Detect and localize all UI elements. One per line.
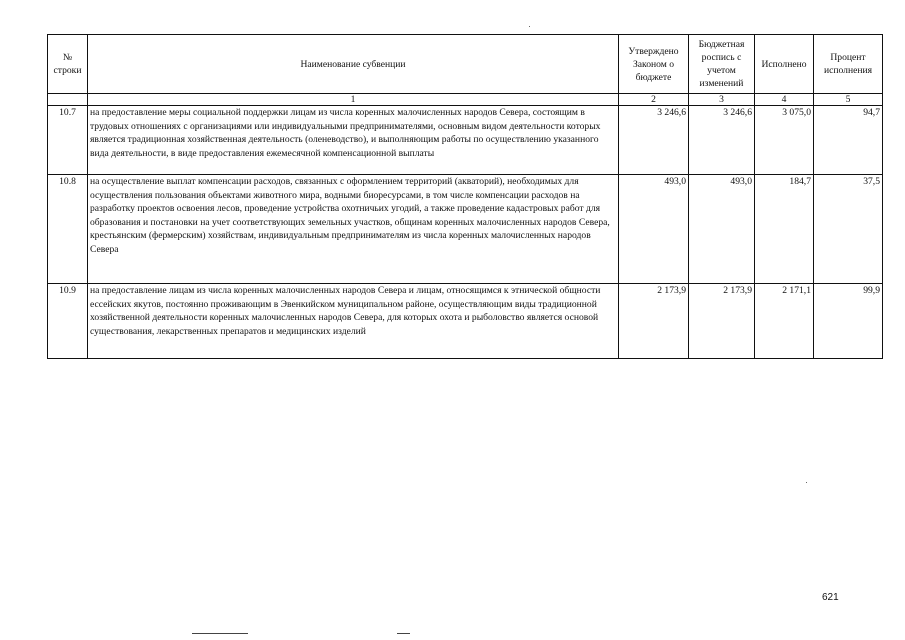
column-number: 2 — [619, 94, 689, 106]
approved-value: 493,0 — [619, 175, 689, 284]
subvention-name: на предоставление меры социальной поддержки лицам из числа коренных малочисленных народов Севера, состоящим в трудовых отношениях с организациями или индивидуальными предпринимателями, основным видом деятельности которых является традиционная хозяйственная деятельность (оленеводство), и выполняющим работы по осуществлению указанного вида деятельности, в виде предоставления ежемесячной компенсационной выплаты — [88, 106, 619, 175]
column-number: 1 — [88, 94, 619, 106]
scan-speck — [806, 482, 807, 483]
scan-edge-mark — [397, 633, 410, 634]
executed-value: 2 171,1 — [755, 284, 814, 359]
executed-value: 184,7 — [755, 175, 814, 284]
approved-value: 2 173,9 — [619, 284, 689, 359]
percent-value: 99,9 — [814, 284, 883, 359]
header-budget-list: Бюджетная роспись с учетом изменений — [689, 35, 755, 94]
header-row — [48, 35, 883, 94]
scan-speck — [529, 26, 530, 27]
budget-list-value: 493,0 — [689, 175, 755, 284]
table-row — [48, 284, 883, 359]
subvention-table — [47, 34, 883, 359]
table-row — [48, 106, 883, 175]
column-number: 5 — [814, 94, 883, 106]
column-number: 3 — [689, 94, 755, 106]
page-number: 621 — [822, 592, 839, 603]
header-row-no: № строки — [48, 35, 88, 94]
subvention-name: на предоставление лицам из числа коренных малочисленных народов Севера и лицам, относящимся к этнической общности ессейских якутов, постоянно проживающим в Эвенкийском муниципальном районе, осуществляющим виды традиционной хозяйственной деятельности коренных малочисленных народов Севера, для которых охота и рыболовство является основой существования, лекарственных препаратов и медицинских изделий — [88, 284, 619, 359]
header-approved: Утверждено Законом о бюджете — [619, 35, 689, 94]
column-number-row — [48, 94, 883, 106]
percent-value: 94,7 — [814, 106, 883, 175]
scan-edge-mark — [192, 633, 248, 634]
header-name: Наименование субвенции — [88, 35, 619, 94]
percent-value: 37,5 — [814, 175, 883, 284]
budget-list-value: 3 246,6 — [689, 106, 755, 175]
row-number: 10.8 — [48, 175, 88, 284]
header-percent: Процент исполнения — [814, 35, 883, 94]
row-number: 10.9 — [48, 284, 88, 359]
table-row — [48, 175, 883, 284]
column-number-spacer — [48, 94, 88, 106]
subvention-name: на осуществление выплат компенсации расходов, связанных с оформлением территорий (акваторий), необходимых для осуществления пользования объектами животного мира, водными биоресурсами, в том числе компенсации расходов на разработку проектов освоения лесов, проведение устройства охотничьих угодий, а также проведение кадастровых работ для образования и постановки на учет соответствующих земельных участков, общинам коренных малочисленных народов Севера, крестьянским (фермерским) хозяйствам, индивидуальным предпринимателям из числа коренных малочисленных народов Севера — [88, 175, 619, 284]
column-number: 4 — [755, 94, 814, 106]
approved-value: 3 246,6 — [619, 106, 689, 175]
executed-value: 3 075,0 — [755, 106, 814, 175]
header-executed: Исполнено — [755, 35, 814, 94]
row-number: 10.7 — [48, 106, 88, 175]
budget-list-value: 2 173,9 — [689, 284, 755, 359]
